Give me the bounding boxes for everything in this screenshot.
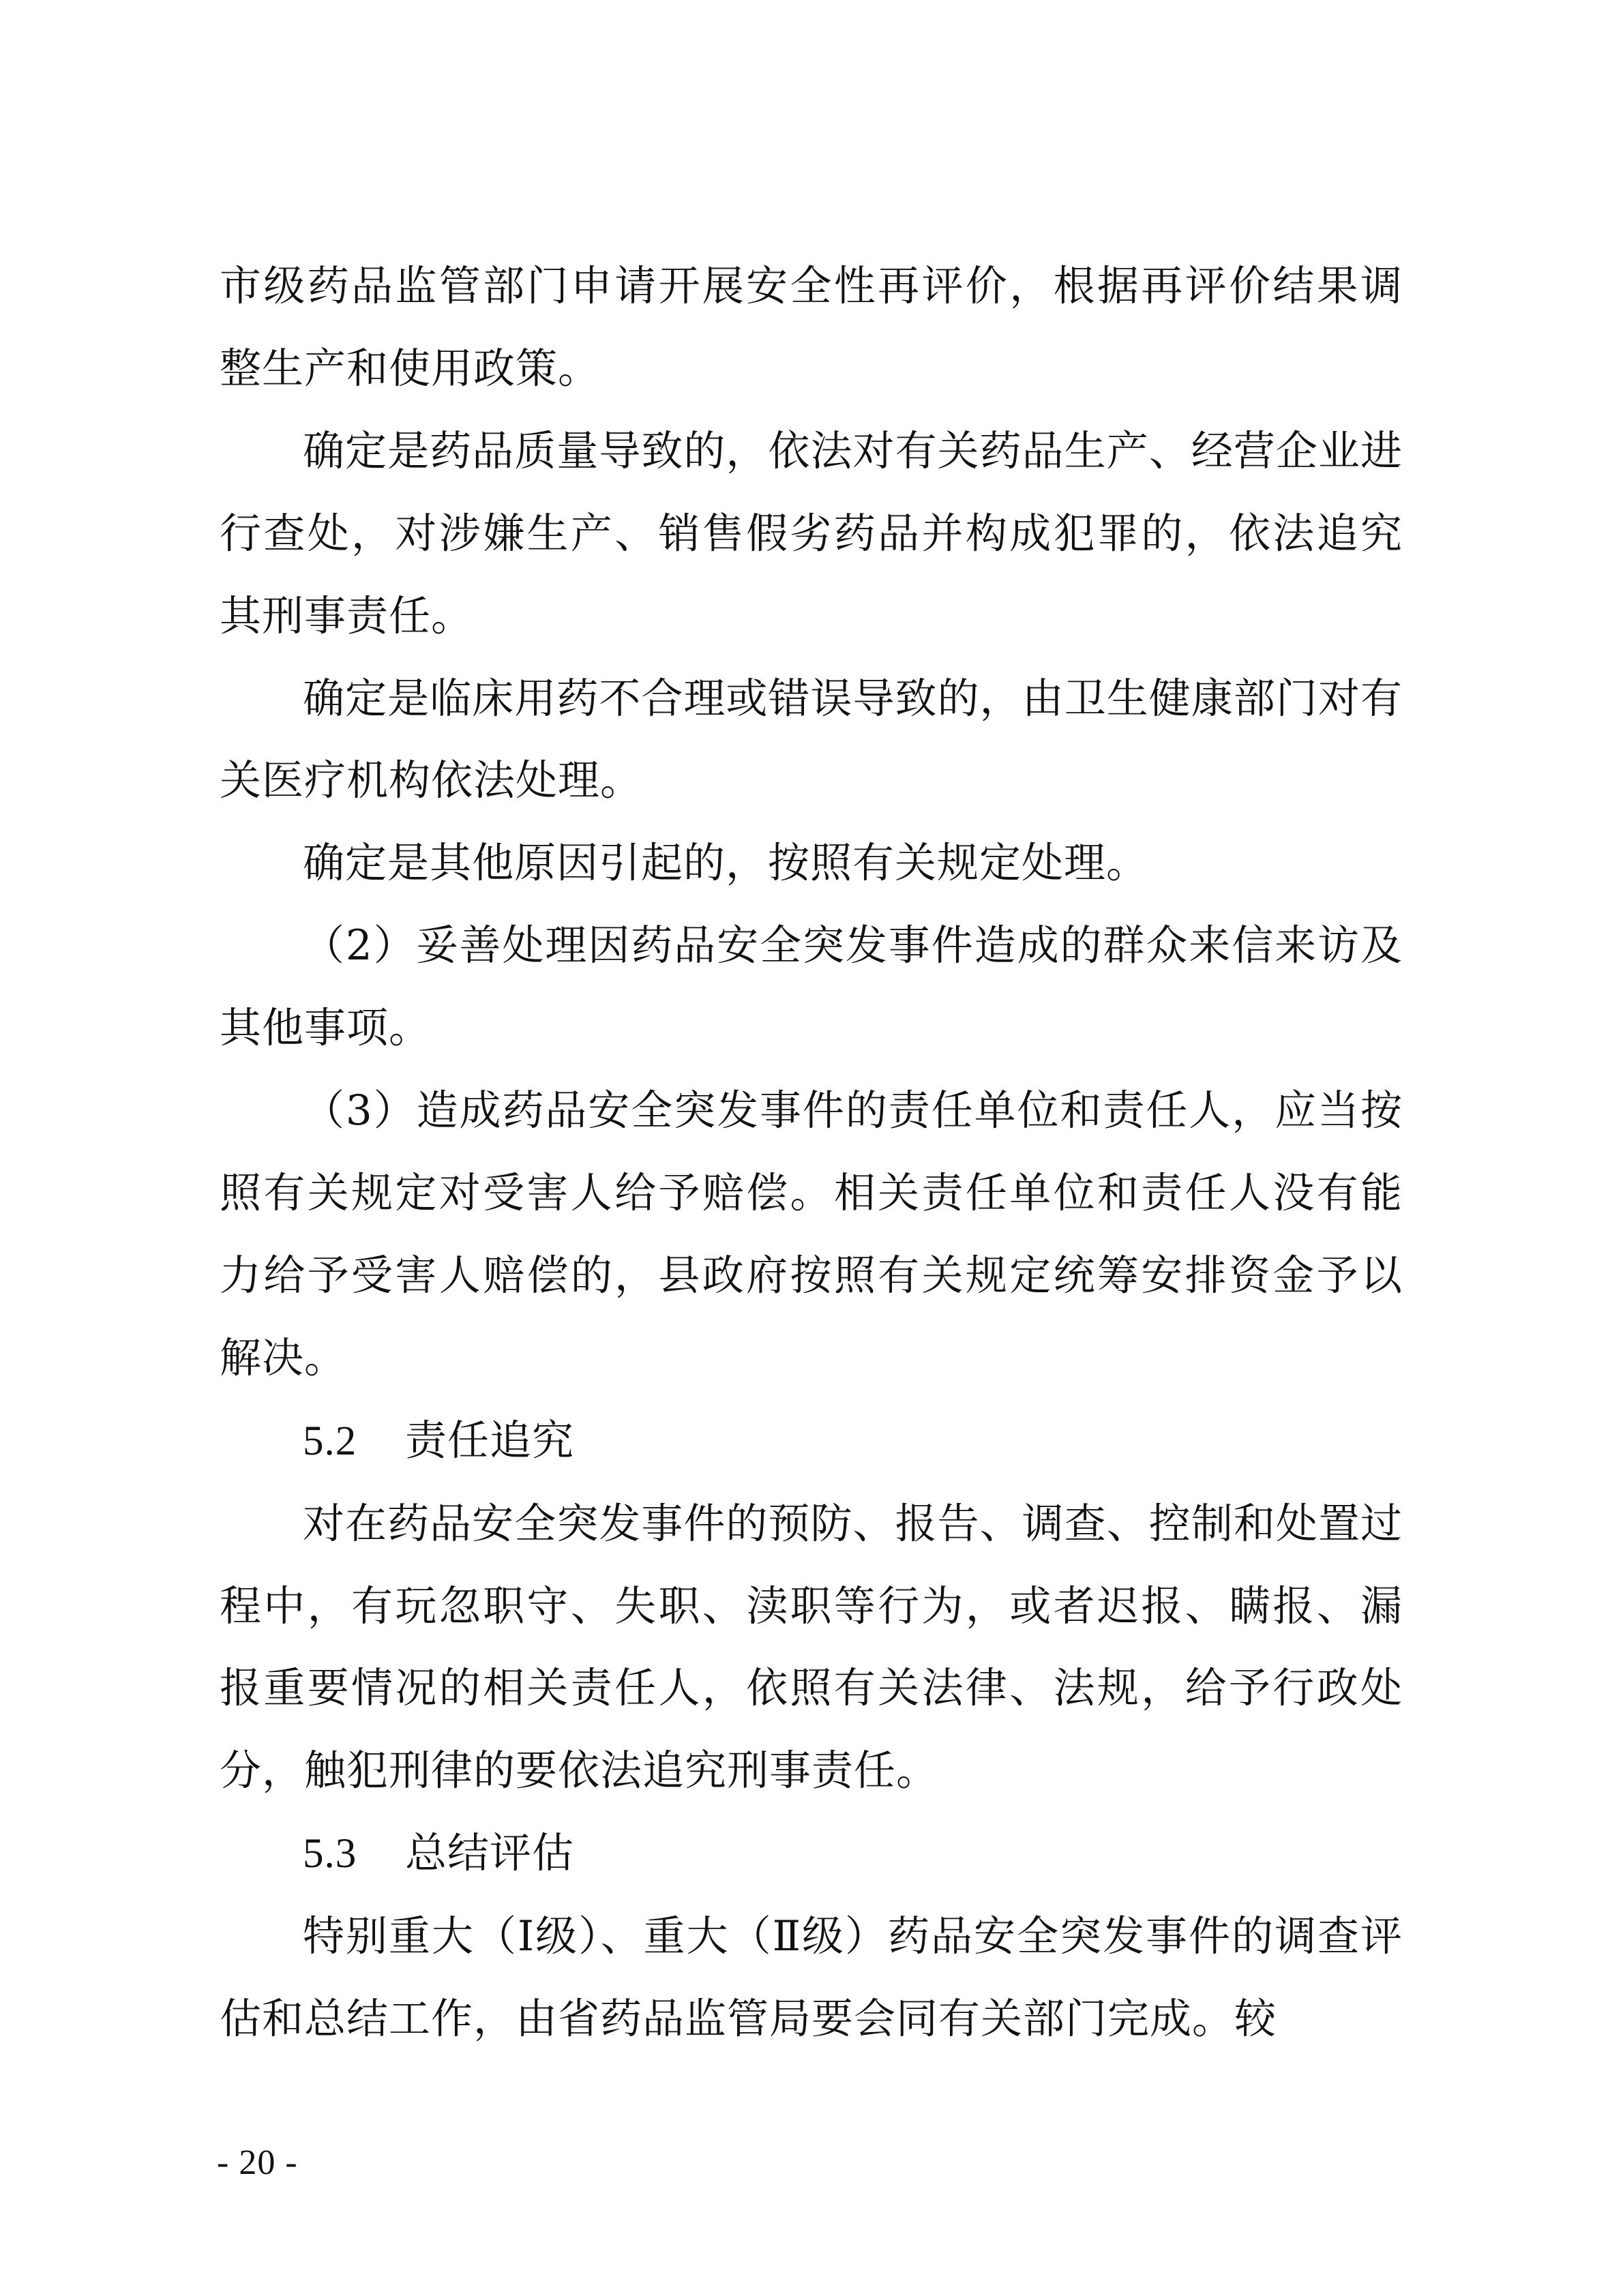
- paragraph-accountability: 对在药品安全突发事件的预防、报告、调查、控制和处置过程中，有玩忽职守、失职、渎职等行为，或者迟报、瞒报、漏报重要情况的相关责任人，依照有关法律、法规，给予行政处分，触犯刑律的要依法追究刑事责任。: [220, 1499, 1403, 1795]
- paragraph-continuation: 市级药品监管部门申请开展安全性再评价，根据再评价结果调整生产和使用政策。: [220, 262, 1403, 393]
- paragraph-item-2: （2）妥善处理因药品安全突发事件造成的群众来信来访及其他事项。: [220, 921, 1403, 1053]
- paragraph-item-3: （3）造成药品安全突发事件的责任单位和责任人，应当按照有关规定对受害人给予赔偿。相关责任单位和责任人没有能力给予受害人赔偿的，县政府按照有关规定统筹安排资金予以解决。: [220, 1086, 1403, 1382]
- paragraph-clinical-use: 确定是临床用药不合理或错误导致的，由卫生健康部门对有关医疗机构依法处理。: [220, 674, 1403, 805]
- section-heading-5-3: [220, 1813, 1403, 1896]
- paragraph-other-causes: 确定是其他原因引起的，按照有关规定处理。: [303, 839, 1149, 888]
- paragraph-drug-quality: 确定是药品质量导致的，依法对有关药品生产、经营企业进行查处，对涉嫌生产、销售假劣药品并构成犯罪的，依法追究其刑事责任。: [220, 426, 1403, 640]
- document-body: [220, 245, 1403, 2061]
- section-number: 5.3: [303, 1831, 357, 1877]
- section-title: 总结评估: [405, 1829, 575, 1878]
- page-number: - 20 -: [217, 2143, 298, 2182]
- section-title: 责任追究: [405, 1416, 575, 1465]
- section-heading-5-2: [220, 1400, 1403, 1483]
- section-number: 5.2: [303, 1418, 357, 1464]
- paragraph-summary-evaluation: 特别重大（Ⅰ级）、重大（Ⅱ级）药品安全突发事件的调查评估和总结工作，由省药品监管局要会同有关部门完成。较: [220, 1912, 1403, 2044]
